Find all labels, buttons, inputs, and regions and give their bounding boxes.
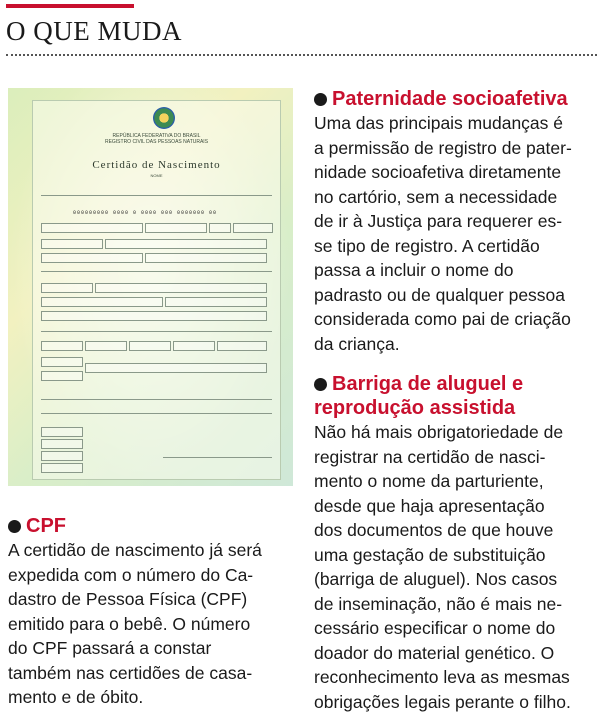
form-field: [41, 463, 83, 473]
coat-of-arms-icon: [153, 107, 175, 129]
certificate-header-line: REGISTRO CIVIL DAS PESSOAS NATURAIS: [104, 139, 209, 145]
body-line: da criança.: [314, 333, 400, 354]
body-line: doador do material genético. O: [314, 642, 555, 663]
body-line: também nas certidões de casa-: [8, 662, 253, 683]
barriga-heading: [332, 372, 523, 396]
form-field: [41, 427, 83, 437]
body-line: dos documentos de que houve: [314, 520, 554, 540]
body-line: nidade socioafetiva diretamente: [314, 162, 562, 182]
socioafetiva-body: [314, 111, 598, 356]
form-field: [173, 341, 215, 351]
cpf-heading: CPF: [26, 515, 66, 537]
body-line: se tipo de registro. A certidão: [314, 235, 540, 256]
form-field: [129, 341, 171, 351]
body-line: a permissão de registro de pater-: [314, 137, 572, 158]
heading-line: Barriga de aluguel e: [332, 373, 524, 395]
form-field: [41, 357, 83, 367]
body-line: registrar na certidão de nasci-: [314, 446, 546, 467]
body-line: cessário especificar o nome do: [314, 618, 556, 638]
form-line: [41, 271, 272, 272]
body-line: mento o nome da parturiente,: [314, 471, 544, 491]
form-field: [165, 297, 267, 307]
body-line: dastro de Pessoa Física (CPF): [8, 589, 248, 609]
form-field: [41, 297, 163, 307]
body-line: (barriga de aluguel). Nos casos: [314, 569, 558, 589]
form-field: [233, 223, 273, 233]
section-title: O QUE MUDA: [6, 16, 182, 46]
barriga-section: [314, 372, 598, 714]
form-field: [105, 239, 267, 249]
bullet-icon: [314, 378, 327, 391]
body-line: uma gestação de substituição: [314, 544, 546, 565]
body-line: de ir à Justiça para requerer es-: [314, 211, 563, 231]
form-field: [209, 223, 231, 233]
cpf-body: [8, 538, 298, 710]
body-line: reconhecimento leva as mesmas: [314, 667, 570, 687]
form-field: [41, 439, 83, 449]
form-line: [41, 331, 272, 332]
body-line: obrigações legais perante o filho.: [314, 691, 571, 712]
form-field: [41, 341, 83, 351]
certificate-header: [33, 133, 280, 145]
form-field: [41, 239, 103, 249]
body-line: passa a incluir o nome do: [314, 260, 514, 280]
form-field: [85, 341, 127, 351]
body-line: A certidão de nascimento já será: [8, 540, 262, 560]
body-line: Não há mais obrigatoriedade de: [314, 422, 564, 442]
form-line: [41, 399, 272, 400]
form-field: [41, 371, 83, 381]
form-line: [41, 413, 272, 414]
section-accent-bar: [6, 4, 134, 8]
socioafetiva-heading: Paternidade socioafetiva: [332, 88, 568, 110]
body-line: considerada como pai de criação: [314, 309, 571, 329]
body-line: emitido para o bebê. O número: [8, 613, 251, 634]
body-line: mento e de óbito.: [8, 687, 144, 707]
certificate-number: 000000000 0000 0 0000 000 0000000 00: [73, 210, 218, 216]
cpf-section: [8, 514, 298, 710]
bullet-icon: [8, 520, 21, 533]
body-line: no cartório, sem a necessidade: [314, 186, 558, 207]
form-field: [41, 223, 143, 233]
body-line: Uma das principais mudanças é: [314, 113, 564, 133]
certificate-title: Certidão de Nascimento: [92, 159, 221, 171]
certificate-header-line: REPÚBLICA FEDERATIVA DO BRASIL: [112, 133, 201, 139]
form-field: [217, 341, 267, 351]
form-field: [145, 253, 267, 263]
body-line: de inseminação, não é mais ne-: [314, 593, 563, 614]
body-line: do CPF passará a constar: [8, 638, 212, 658]
form-field: [41, 311, 267, 321]
body-line: expedida com o número do Ca-: [8, 564, 254, 585]
form-field: [41, 451, 83, 461]
certificate-document: [32, 100, 281, 480]
socioafetiva-section: [314, 87, 598, 356]
form-field: [145, 223, 207, 233]
signature-line: [163, 457, 272, 458]
barriga-heading-cont: [314, 396, 598, 420]
form-field: [41, 283, 93, 293]
dotted-divider: [6, 54, 597, 56]
form-line: [41, 195, 272, 196]
body-line: desde que haja apresentação: [314, 495, 545, 516]
barriga-body: [314, 420, 598, 714]
bullet-icon: [314, 93, 327, 106]
form-field: [41, 253, 143, 263]
form-field: [85, 363, 267, 373]
heading-line: reprodução assistida: [314, 397, 516, 419]
birth-certificate-image: [8, 88, 293, 486]
certificate-subtitle: NOME: [150, 173, 163, 178]
body-line: padrasto ou de qualquer pessoa: [314, 284, 566, 305]
form-field: [95, 283, 267, 293]
